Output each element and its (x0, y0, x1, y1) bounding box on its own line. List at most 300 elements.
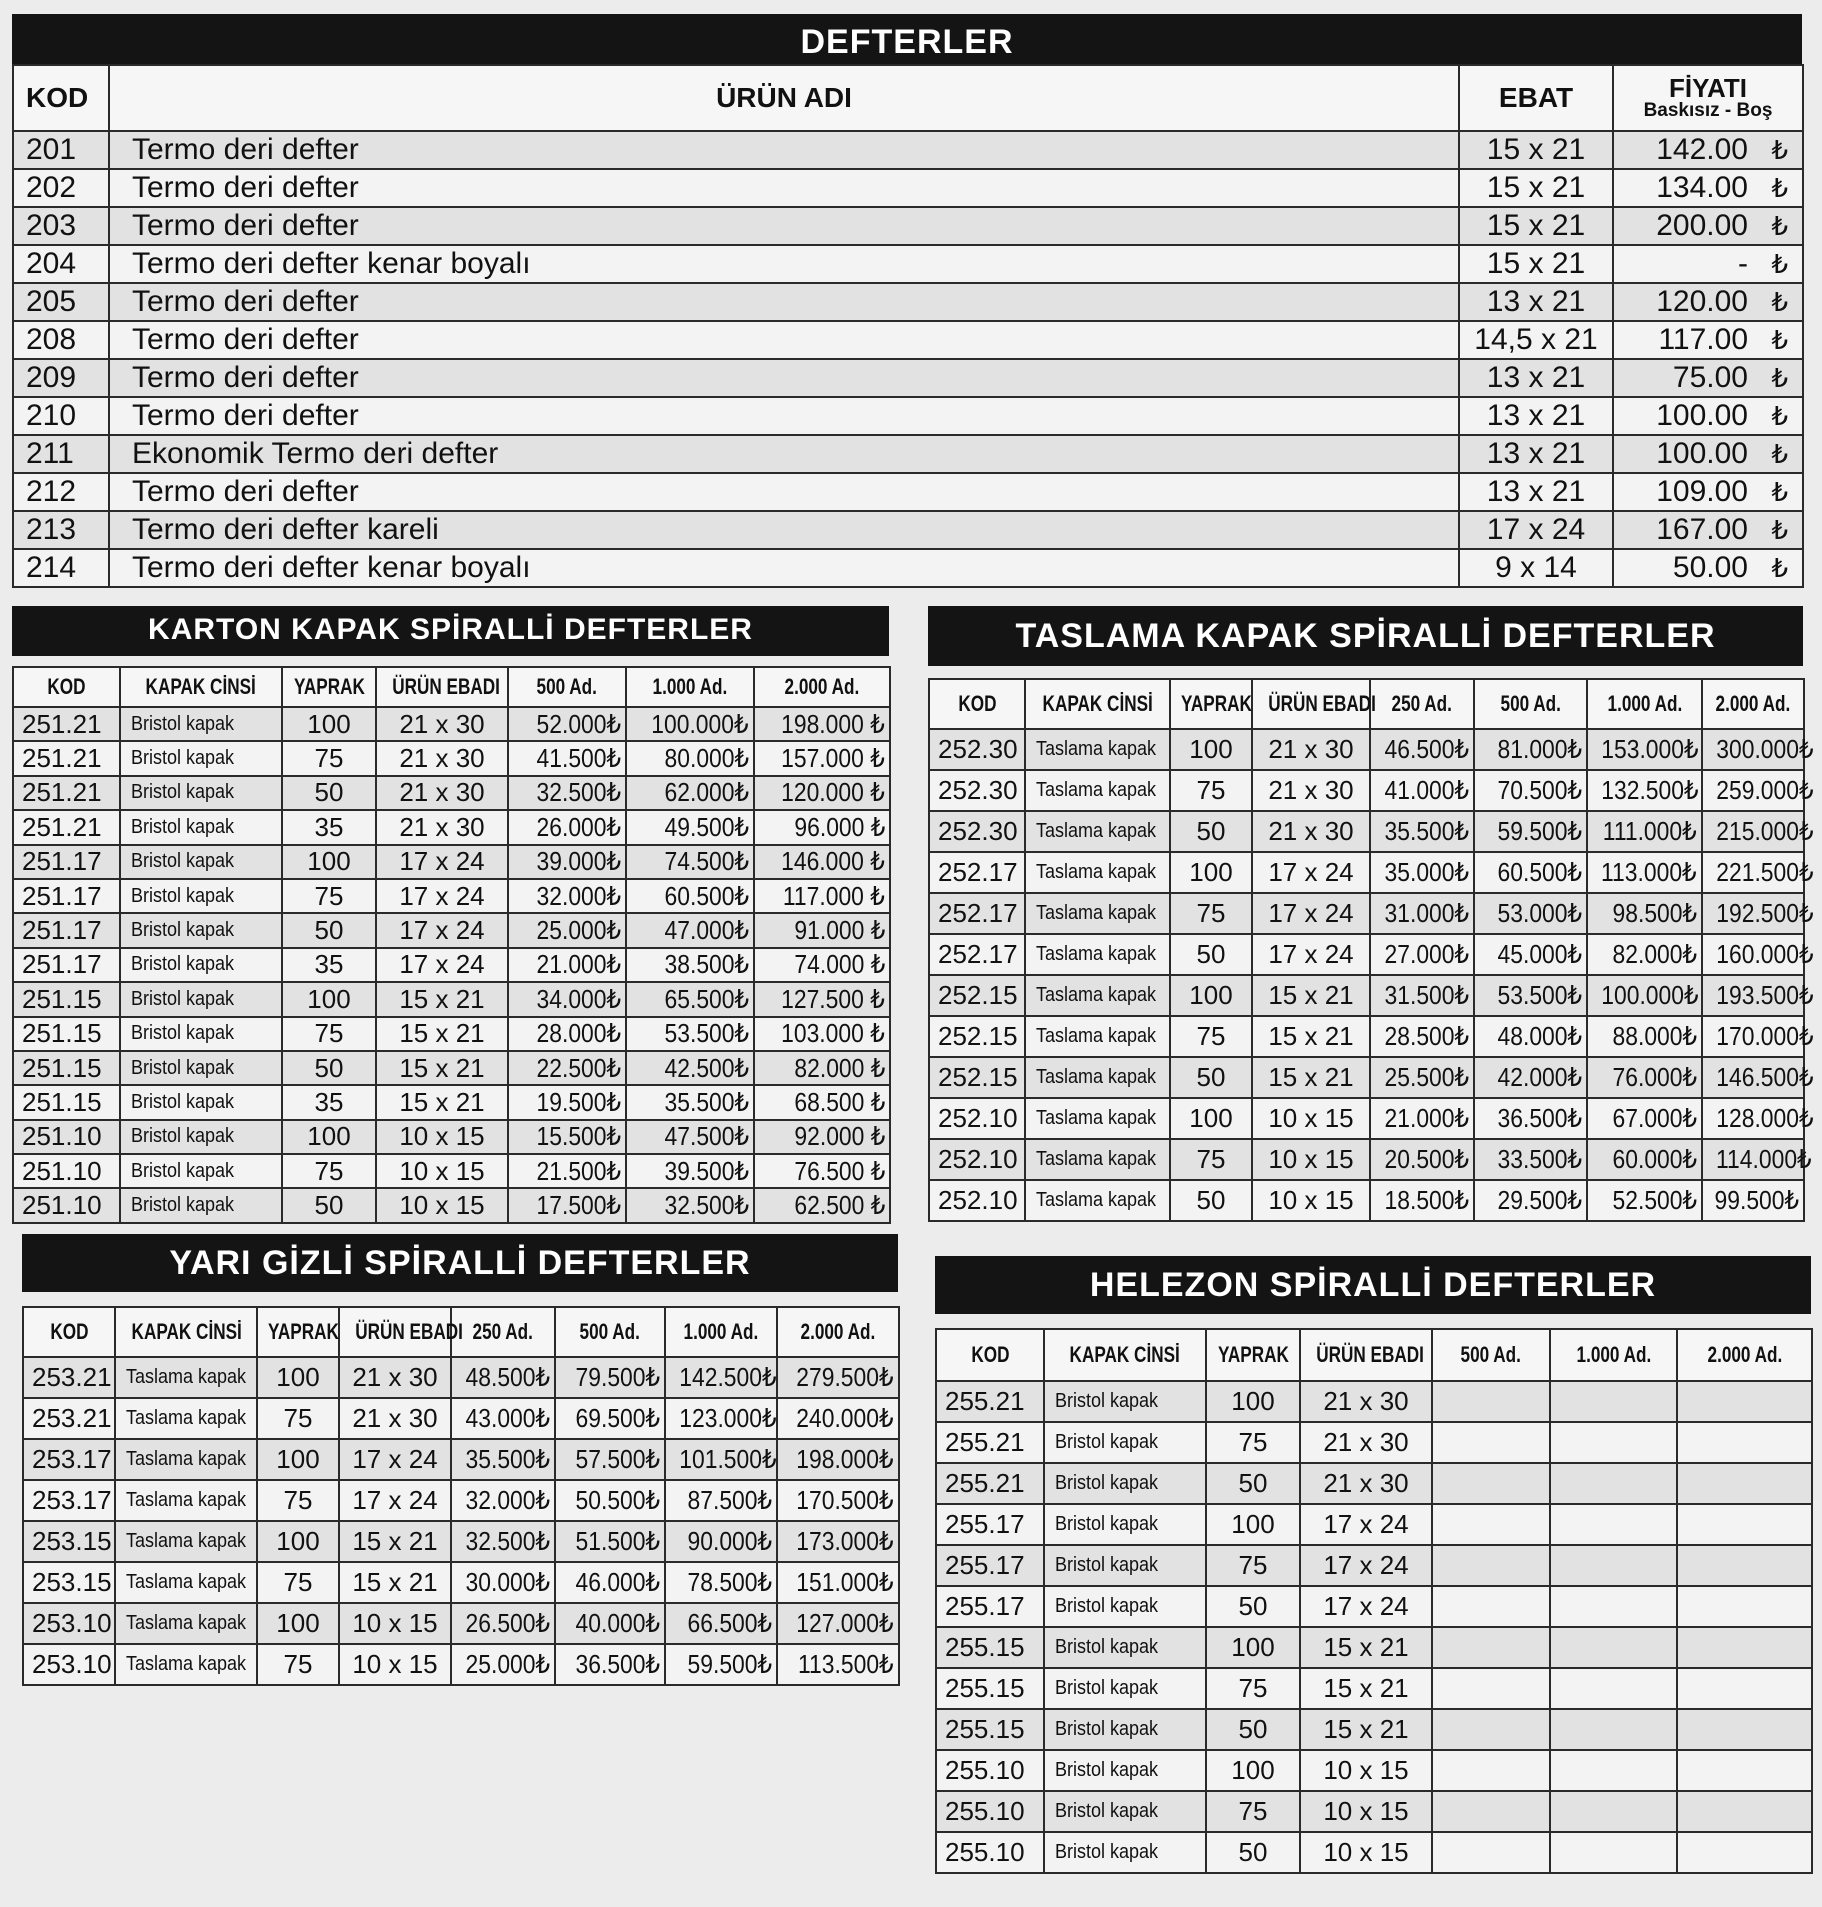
table-cell (1044, 1504, 1206, 1545)
header-urun: ÜRÜN ADI (109, 65, 1459, 131)
table-cell: 100 (1170, 975, 1252, 1016)
table-cell: 50 (1206, 1832, 1300, 1873)
table-cell: 253.10 (23, 1644, 115, 1685)
table-cell (1432, 1627, 1550, 1668)
table-cell (115, 1357, 257, 1398)
cell-value: 21.500₺ (536, 1155, 621, 1186)
cell-value: 60.000₺ (1612, 1144, 1697, 1174)
taslama-title: TASLAMA KAPAK SPİRALLİ DEFTERLER (928, 606, 1803, 666)
table-cell (777, 1439, 899, 1480)
cell-value: 47.000₺ (664, 915, 749, 946)
table-cell (1474, 893, 1587, 934)
table-row (13, 879, 890, 913)
table-cell (120, 741, 282, 775)
table-cell: 17 x 24 (1300, 1586, 1432, 1627)
column-header-label: ÜRÜN EBADI (355, 1319, 463, 1344)
table-row (936, 1832, 1812, 1873)
table-cell (1550, 1586, 1677, 1627)
table-cell (754, 845, 890, 879)
column-header-label: 2.000 Ad. (1707, 1342, 1782, 1367)
table-cell: 21 x 30 (376, 707, 508, 741)
table-cell (1025, 770, 1170, 811)
cell-value: Bristol kapak (131, 1090, 235, 1113)
table-cell (1677, 1586, 1812, 1627)
table-row (13, 913, 890, 947)
column-header (1474, 679, 1587, 729)
table-cell (120, 913, 282, 947)
table-cell (1677, 1381, 1812, 1422)
table-cell (1044, 1750, 1206, 1791)
column-header-label: 1.000 Ad. (1607, 691, 1682, 716)
cell-value: 100.000₺ (651, 708, 749, 739)
row-urun: Termo deri defter (109, 283, 1459, 321)
table-cell (1474, 1139, 1587, 1180)
column-header-label: 2.000 Ad. (784, 674, 860, 699)
table-cell: 15 x 21 (1300, 1627, 1432, 1668)
row-ebat: 14,5 x 21 (1459, 321, 1613, 359)
table-cell (1702, 1016, 1814, 1057)
table-cell: 21 x 30 (376, 741, 508, 775)
row-urun: Ekonomik Termo deri defter (109, 435, 1459, 473)
table-row (13, 707, 890, 741)
table-cell (1677, 1627, 1812, 1668)
table-cell: 21 x 30 (339, 1357, 451, 1398)
column-header-label: KAPAK CİNSİ (131, 1319, 242, 1344)
table-cell (1432, 1791, 1550, 1832)
cell-value: 123.000₺ (679, 1403, 777, 1433)
row-fiyat-value: - (1738, 247, 1748, 280)
column-header (339, 1307, 463, 1357)
cell-value: Bristol kapak (131, 1159, 235, 1182)
row-fiyat (1613, 245, 1803, 283)
row-ebat: 15 x 21 (1459, 131, 1613, 169)
table-cell (626, 1154, 754, 1188)
table-cell (665, 1603, 777, 1644)
table-cell (508, 810, 626, 844)
column-header-label: ÜRÜN EBADI (392, 674, 500, 699)
table-row (13, 245, 1803, 283)
table-cell: 10 x 15 (1252, 1180, 1370, 1221)
row-kod: 210 (13, 397, 109, 435)
table-cell (508, 1051, 626, 1085)
cell-value: 45.000₺ (1497, 939, 1582, 969)
column-header (1252, 679, 1376, 729)
row-fiyat-value: 100.00 (1656, 399, 1748, 432)
table-row (929, 770, 1804, 811)
table-cell: 251.21 (13, 707, 120, 741)
table-cell (508, 948, 626, 982)
table-row (13, 1120, 890, 1154)
column-header (555, 1307, 665, 1357)
table-row (936, 1586, 1812, 1627)
table-cell (1432, 1463, 1550, 1504)
cell-value: Taslama kapak (1036, 861, 1157, 883)
table-row (23, 1357, 899, 1398)
table-cell (1474, 1057, 1587, 1098)
table-cell (1474, 729, 1587, 770)
table-row (13, 397, 1803, 435)
table-row (929, 1057, 1804, 1098)
table-cell: 255.15 (936, 1627, 1044, 1668)
cell-value: 59.500₺ (687, 1649, 772, 1679)
table-cell (1550, 1545, 1677, 1586)
currency-icon: ₺ (1771, 325, 1788, 355)
table-cell (115, 1603, 257, 1644)
table-cell (555, 1357, 665, 1398)
table-cell (120, 948, 282, 982)
row-kod: 209 (13, 359, 109, 397)
cell-value: 215.000₺ (1716, 816, 1814, 846)
column-header (120, 667, 282, 707)
table-cell (555, 1521, 665, 1562)
cell-value: 100.000₺ (1601, 980, 1699, 1010)
column-header-label: YAPRAK (293, 674, 365, 699)
table-cell: 10 x 15 (376, 1188, 508, 1222)
cell-value: 259.000₺ (1716, 775, 1814, 805)
cell-value: Bristol kapak (131, 1056, 235, 1079)
table-cell (1370, 1057, 1474, 1098)
table-cell (120, 776, 282, 810)
cell-value: 39.500₺ (664, 1155, 749, 1186)
row-kod: 211 (13, 435, 109, 473)
table-cell (1025, 1139, 1170, 1180)
table-row (23, 1644, 899, 1685)
table-row (936, 1381, 1812, 1422)
table-cell: 50 (1170, 1057, 1252, 1098)
table-cell: 10 x 15 (376, 1120, 508, 1154)
table-cell: 35 (282, 948, 376, 982)
cell-value: 15.500₺ (536, 1121, 621, 1152)
cell-value: 70.500₺ (1497, 775, 1582, 805)
cell-value: Taslama kapak (1036, 1148, 1157, 1170)
table-cell (1432, 1545, 1550, 1586)
table-cell (1370, 1139, 1474, 1180)
table-cell (1550, 1709, 1677, 1750)
table-cell (754, 810, 890, 844)
table-cell (555, 1439, 665, 1480)
table-cell: 100 (257, 1439, 339, 1480)
table-cell (508, 1085, 626, 1119)
table-cell (754, 741, 890, 775)
table-cell (451, 1644, 555, 1685)
table-cell (777, 1480, 899, 1521)
table-cell: 15 x 21 (339, 1562, 451, 1603)
table-cell: 21 x 30 (1300, 1381, 1432, 1422)
cell-value: Bristol kapak (131, 919, 235, 942)
cell-value: 51.500₺ (575, 1526, 660, 1556)
cell-value: 151.000₺ (796, 1567, 894, 1597)
cell-value: Bristol kapak (131, 987, 235, 1010)
row-fiyat-value: 109.00 (1656, 475, 1748, 508)
table-cell (1550, 1627, 1677, 1668)
column-header (23, 1307, 115, 1357)
table-cell (777, 1644, 899, 1685)
table-cell: 17 x 24 (1252, 893, 1370, 934)
table-cell: 100 (1170, 729, 1252, 770)
column-header-label: KOD (49, 1319, 89, 1344)
column-header (451, 1307, 555, 1357)
table-cell (555, 1562, 665, 1603)
table-cell (555, 1480, 665, 1521)
table-cell (1550, 1463, 1677, 1504)
table-cell: 100 (1206, 1504, 1300, 1545)
cell-value: 76.500 ₺ (794, 1155, 885, 1186)
cell-value: 53.000₺ (1497, 898, 1582, 928)
row-urun: Termo deri defter (109, 207, 1459, 245)
cell-value: Bristol kapak (1055, 1595, 1159, 1617)
table-cell (754, 1188, 890, 1222)
cell-value: 41.500₺ (536, 743, 621, 774)
row-ebat: 13 x 21 (1459, 359, 1613, 397)
table-cell: 253.10 (23, 1603, 115, 1644)
cell-value: 146.000 ₺ (781, 846, 885, 877)
column-header (1370, 679, 1474, 729)
table-cell: 75 (282, 741, 376, 775)
cell-value: 198.000 ₺ (781, 708, 885, 739)
cell-value: 192.500₺ (1716, 898, 1814, 928)
table-cell (1025, 1098, 1170, 1139)
table-cell (115, 1562, 257, 1603)
cell-value: 98.500₺ (1612, 898, 1697, 928)
table-cell (1370, 729, 1474, 770)
table-cell: 75 (257, 1398, 339, 1439)
table-row (13, 810, 890, 844)
cell-value: 33.500₺ (1497, 1144, 1582, 1174)
cell-value: Bristol kapak (1055, 1554, 1159, 1576)
table-cell (626, 707, 754, 741)
cell-value: 74.500₺ (664, 846, 749, 877)
column-header (1432, 1329, 1550, 1381)
cell-value: 193.500₺ (1716, 980, 1814, 1010)
cell-value: 96.000 ₺ (794, 811, 885, 842)
table-cell: 21 x 30 (1300, 1422, 1432, 1463)
table-cell: 10 x 15 (1252, 1098, 1370, 1139)
column-header-label: KAPAK CİNSİ (1069, 1342, 1181, 1367)
row-urun: Termo deri defter kareli (109, 511, 1459, 549)
table-cell (754, 1154, 890, 1188)
cell-value: Taslama kapak (126, 1571, 247, 1593)
column-header-label: 1.000 Ad. (683, 1319, 759, 1344)
table-cell: 15 x 21 (1252, 975, 1370, 1016)
column-header (936, 1329, 1044, 1381)
table-cell (1044, 1709, 1206, 1750)
table-cell (1025, 852, 1170, 893)
table-cell: 50 (1206, 1463, 1300, 1504)
row-fiyat (1613, 283, 1803, 321)
cell-value: 35.500₺ (465, 1444, 550, 1474)
row-urun: Termo deri defter (109, 473, 1459, 511)
yari-title: YARI GİZLİ SPİRALLİ DEFTERLER (22, 1234, 898, 1292)
table-cell: 100 (282, 982, 376, 1016)
cell-value: Bristol kapak (131, 712, 235, 735)
row-fiyat (1613, 321, 1803, 359)
table-cell (1587, 1098, 1702, 1139)
table-cell: 251.17 (13, 845, 120, 879)
cell-value: 35.000₺ (1384, 857, 1469, 887)
table-row (13, 948, 890, 982)
header-fiyat (1613, 65, 1803, 131)
cell-value: 28.500₺ (1384, 1021, 1469, 1051)
helezon-title: HELEZON SPİRALLİ DEFTERLER (935, 1256, 1811, 1314)
cell-value: Taslama kapak (1036, 1189, 1157, 1211)
row-kod: 202 (13, 169, 109, 207)
table-cell (665, 1521, 777, 1562)
table-cell (1550, 1381, 1677, 1422)
table-row (13, 321, 1803, 359)
table-cell (1550, 1832, 1677, 1873)
table-row (13, 776, 890, 810)
table-cell (1587, 729, 1702, 770)
column-header (1206, 1329, 1300, 1381)
cell-value: Taslama kapak (1036, 738, 1157, 760)
cell-value: 46.500₺ (1384, 734, 1469, 764)
table-cell (1474, 852, 1587, 893)
table-cell (1587, 934, 1702, 975)
cell-value: Bristol kapak (131, 1022, 235, 1045)
column-header-label: ÜRÜN EBADI (1316, 1342, 1424, 1367)
cell-value: 92.000 ₺ (794, 1121, 885, 1152)
table-cell: 251.15 (13, 982, 120, 1016)
table-cell: 255.17 (936, 1545, 1044, 1586)
table-row (936, 1422, 1812, 1463)
table-cell (1370, 1098, 1474, 1139)
table-cell: 21 x 30 (376, 776, 508, 810)
cell-value: 48.500₺ (465, 1362, 550, 1392)
table-row (929, 1180, 1804, 1221)
cell-value: 50.500₺ (575, 1485, 660, 1515)
table-cell (1025, 893, 1170, 934)
cell-value: Bristol kapak (1055, 1636, 1159, 1658)
cell-value: 198.000₺ (796, 1444, 894, 1474)
table-cell (754, 913, 890, 947)
column-header-label: 2.000 Ad. (800, 1319, 876, 1344)
table-cell (1432, 1504, 1550, 1545)
cell-value: 41.000₺ (1384, 775, 1469, 805)
table-row (936, 1627, 1812, 1668)
table-row (23, 1603, 899, 1644)
cell-value: Bristol kapak (131, 747, 235, 770)
row-fiyat-value: 50.00 (1672, 551, 1748, 584)
cell-value: 19.500₺ (536, 1086, 621, 1117)
table-row (13, 549, 1803, 587)
karton-table (12, 666, 891, 1224)
cell-value: 142.500₺ (679, 1362, 777, 1392)
table-row (13, 511, 1803, 549)
cell-value: 80.000₺ (664, 743, 749, 774)
table-cell (754, 1085, 890, 1119)
cell-value: Taslama kapak (126, 1407, 247, 1429)
cell-value: Taslama kapak (126, 1653, 247, 1675)
table-cell: 17 x 24 (376, 948, 508, 982)
cell-value: 153.000₺ (1601, 734, 1699, 764)
cell-value: 31.000₺ (1384, 898, 1469, 928)
karton-title: KARTON KAPAK SPİRALLİ DEFTERLER (12, 606, 889, 656)
column-header-label: KOD (47, 674, 86, 699)
table-cell (1025, 729, 1170, 770)
row-fiyat-value: 120.00 (1656, 285, 1748, 318)
cell-value: 113.000₺ (1601, 857, 1697, 887)
cell-value: Taslama kapak (1036, 1066, 1157, 1088)
row-fiyat (1613, 359, 1803, 397)
table-cell: 50 (1170, 934, 1252, 975)
row-kod: 208 (13, 321, 109, 359)
table-row (936, 1668, 1812, 1709)
table-cell: 75 (257, 1644, 339, 1685)
table-cell (120, 1017, 282, 1051)
table-row (13, 207, 1803, 245)
cell-value: Taslama kapak (126, 1366, 247, 1388)
table-row (929, 893, 1804, 934)
cell-value: 22.500₺ (536, 1052, 621, 1083)
cell-value: 99.500₺ (1714, 1185, 1800, 1215)
table-row (13, 1154, 890, 1188)
table-cell (1370, 1016, 1474, 1057)
table-cell (754, 879, 890, 913)
table-cell: 252.17 (929, 852, 1025, 893)
table-cell (555, 1603, 665, 1644)
column-header (1170, 679, 1252, 729)
table-cell: 100 (282, 1120, 376, 1154)
table-cell: 75 (1206, 1791, 1300, 1832)
table-row (13, 1017, 890, 1051)
table-cell: 21 x 30 (1300, 1463, 1432, 1504)
cell-value: 279.500₺ (796, 1362, 894, 1392)
column-header (1677, 1329, 1812, 1381)
table-cell: 255.15 (936, 1709, 1044, 1750)
cell-value: Bristol kapak (131, 953, 235, 976)
table-cell (1044, 1422, 1206, 1463)
table-cell: 253.21 (23, 1357, 115, 1398)
table-cell (626, 948, 754, 982)
table-cell: 252.30 (929, 770, 1025, 811)
table-cell: 75 (1206, 1545, 1300, 1586)
table-cell (555, 1644, 665, 1685)
table-cell (665, 1439, 777, 1480)
column-header (777, 1307, 899, 1357)
table-cell (1432, 1709, 1550, 1750)
helezon-table (935, 1328, 1813, 1874)
table-row (929, 729, 1804, 770)
table-cell: 35 (282, 1085, 376, 1119)
cell-value: 32.000₺ (465, 1485, 550, 1515)
table-cell: 10 x 15 (339, 1603, 451, 1644)
table-cell (626, 1120, 754, 1154)
table-cell (1677, 1791, 1812, 1832)
table-cell: 21 x 30 (339, 1398, 451, 1439)
table-cell (1025, 1180, 1170, 1221)
column-header-label: 500 Ad. (1460, 1342, 1522, 1367)
cell-value: Taslama kapak (1036, 902, 1157, 924)
table-cell: 10 x 15 (339, 1644, 451, 1685)
table-cell: 251.10 (13, 1120, 120, 1154)
table-cell: 100 (257, 1603, 339, 1644)
column-header (115, 1307, 257, 1357)
row-fiyat-value: 134.00 (1656, 171, 1748, 204)
row-kod: 213 (13, 511, 109, 549)
table-cell (451, 1480, 555, 1521)
cell-value: Bristol kapak (131, 815, 235, 838)
row-fiyat (1613, 131, 1803, 169)
table-cell: 255.10 (936, 1791, 1044, 1832)
table-cell (1025, 1057, 1170, 1098)
cell-value: 20.500₺ (1384, 1144, 1469, 1174)
table-cell: 251.21 (13, 776, 120, 810)
table-cell (1587, 1016, 1702, 1057)
table-cell (754, 776, 890, 810)
cell-value: 78.500₺ (687, 1567, 772, 1597)
table-cell (1044, 1463, 1206, 1504)
row-fiyat (1613, 435, 1803, 473)
